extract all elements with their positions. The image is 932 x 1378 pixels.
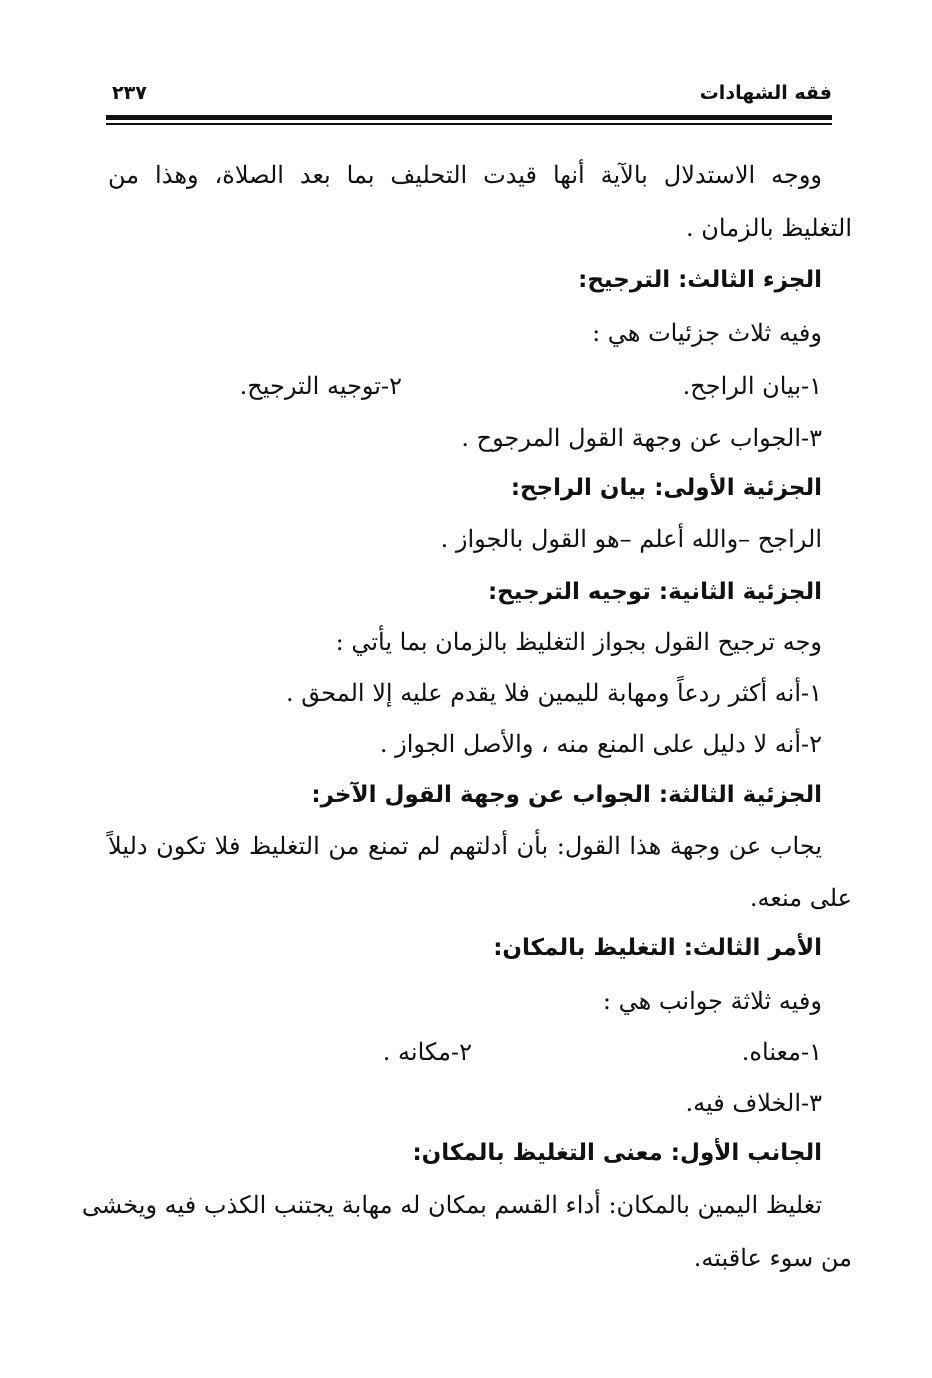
list-item: ١-معناه.	[741, 1038, 822, 1066]
paragraph-line: الراجح –والله أعلم –هو القول بالجواز .	[440, 525, 822, 553]
running-header-title: فقه الشهادات	[699, 82, 832, 104]
page-number: ٢٣٧	[112, 82, 147, 104]
paragraph-line: ووجه الاستدلال بالآية أنها قيدت التحليف بما بعد الصلاة، وهذا من	[108, 161, 822, 189]
paragraph-line: التغليظ بالزمان .	[686, 214, 852, 242]
paragraph-line: وفيه ثلاثة جوانب هي :	[602, 987, 822, 1015]
list-item: ٢-مكانه .	[382, 1038, 472, 1066]
section-heading: الجزئية الأولى: بيان الراجح:	[510, 475, 822, 501]
section-heading: الجزء الثالث: الترجيح:	[578, 267, 822, 293]
list-item: ١-أنه أكثر ردعاً ومهابة لليمين فلا يقدم عليه إلا المحق .	[285, 679, 822, 707]
header-rule-thin	[106, 123, 832, 125]
paragraph-line: يجاب عن وجهة هذا القول: بأن أدلتهم لم تمنع من التغليظ فلا تكون دليلاً	[108, 832, 822, 860]
section-heading: الأمر الثالث: التغليظ بالمكان:	[493, 935, 822, 961]
section-heading: الجزئية الثالثة: الجواب عن وجهة القول الآخر:	[311, 782, 822, 808]
list-item: ٢-أنه لا دليل على المنع منه ، والأصل الجواز .	[379, 730, 822, 758]
paragraph-line: على منعه.	[749, 884, 852, 912]
list-item: ٣-الجواب عن وجهة القول المرجوح .	[461, 424, 822, 452]
paragraph-line: تغليظ اليمين بالمكان: أداء القسم بمكان له مهابة يجتنب الكذب فيه ويخشى	[81, 1191, 822, 1219]
section-heading: الجانب الأول: معنى التغليظ بالمكان:	[412, 1140, 822, 1166]
section-heading: الجزئية الثانية: توجيه الترجيح:	[487, 579, 822, 605]
list-item: ٣-الخلاف فيه.	[685, 1089, 822, 1117]
paragraph-line: وجه ترجيح القول بجواز التغليظ بالزمان بما يأتي :	[335, 628, 822, 656]
paragraph-line: وفيه ثلاث جزئيات هي :	[592, 319, 822, 347]
header-rule-thick	[106, 115, 832, 120]
list-item: ١-بيان الراجح.	[682, 372, 822, 400]
list-item: ٢-توجيه الترجيح.	[239, 372, 402, 400]
paragraph-line: من سوء عاقبته.	[693, 1244, 852, 1272]
